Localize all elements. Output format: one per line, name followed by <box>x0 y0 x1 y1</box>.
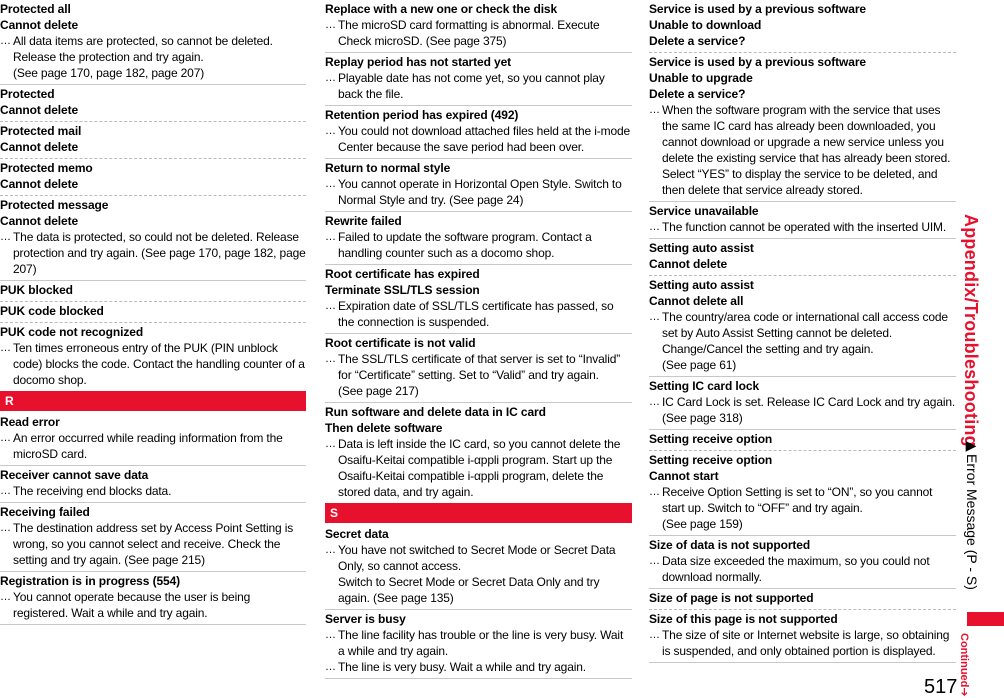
message-entry <box>649 0 956 53</box>
error-message-title: Setting auto assist Cannot delete <box>649 241 754 271</box>
error-message-title: Setting auto assist Cannot delete all <box>649 278 754 308</box>
message-entry <box>649 377 956 430</box>
error-message-description: … Failed to update the software program. Contact a handling counter such as a docomo shop. <box>325 229 632 261</box>
error-message-description: … IC Card Lock is set. Release IC Card Lock and try again. (See page 318) <box>649 394 956 426</box>
error-message-description: … You could not download attached files held at the i-mode Center because the save period had been over. <box>325 123 632 155</box>
error-message-description: … Data size exceeded the maximum, so you could not download normally. <box>649 553 956 585</box>
message-entry <box>0 413 306 466</box>
message-entry <box>649 610 956 663</box>
error-message-title: Setting IC card lock <box>649 379 760 393</box>
section-header-s: S <box>325 503 632 523</box>
message-entry <box>649 202 956 239</box>
error-message-description: … You have not switched to Secret Mode or Secret Data Only, so cannot access. Switch to Secret Mode or Secret Data Only and try again. (See page 135) <box>325 542 632 606</box>
error-message-description: … The data is protected, so could not be deleted. Release protection and try again. (See page 170, page 182, page 207) <box>0 229 306 277</box>
error-message-description: … Playable date has not come yet, so you cannot play back the file. <box>325 70 632 102</box>
message-entry <box>325 106 632 159</box>
message-entry <box>0 122 306 159</box>
error-message-title: Return to normal style <box>325 161 451 175</box>
error-message-title: Root certificate has expired Terminate SSL/TLS session <box>325 267 480 297</box>
error-message-description: … The country/area code or international call access code set by Auto Assist Setting cannot be deleted. Change/Cancel the setting and try again. (See page 61) <box>649 309 956 373</box>
error-message-title: Rewrite failed <box>325 214 402 228</box>
section-tab-marker <box>967 612 1004 626</box>
error-message-title: Protected message Cannot delete <box>0 198 109 228</box>
error-message-description: … The destination address set by Access Point Setting is wrong, so you cannot select and receive. Check the setting and try again. (See page 215) <box>0 520 306 568</box>
error-message-description: … The size of site or Internet website is large, so obtaining is suspended, and only obtained portion is displayed. <box>649 627 956 659</box>
error-message-title: Size of data is not supported <box>649 538 811 552</box>
error-message-title: Size of page is not supported <box>649 591 814 605</box>
error-message-description: … Ten times erroneous entry of the PUK (PIN unblock code) blocks the code. Contact the handling counter of a docomo shop. <box>0 340 306 388</box>
message-entry <box>0 281 306 302</box>
message-entry <box>325 525 632 610</box>
error-message-title: Size of this page is not supported <box>649 612 838 626</box>
section-header-r: R <box>0 391 306 411</box>
right-column <box>649 0 956 663</box>
error-message-title: Read error <box>0 415 60 429</box>
error-message-title: Service is used by a previous software Unable to download Delete a service? <box>649 2 866 48</box>
error-message-description: … The line facility has trouble or the line is very busy. Wait a while and try again. <box>325 627 632 659</box>
error-message-description: … All data items are protected, so cannot be deleted. Release the protection and try again. (See page 170, page 182, page 207) <box>0 33 306 81</box>
error-message-title: PUK blocked <box>0 283 73 297</box>
error-message-title: Service unavailable <box>649 204 759 218</box>
message-entry <box>0 196 306 281</box>
error-message-description: … An error occurred while reading information from the microSD card. <box>0 430 306 462</box>
error-message-description: … You cannot operate because the user is being registered. Wait a while and try again. <box>0 589 306 621</box>
error-message-title: Retention period has expired (492) <box>325 108 519 122</box>
page-number: 517 <box>924 676 958 698</box>
message-entry <box>0 572 306 625</box>
error-message-description: … The function cannot be operated with the inserted UIM. <box>649 219 956 235</box>
message-entry <box>325 212 632 265</box>
error-message-description: … Expiration date of SSL/TLS certificate has passed, so the connection is suspended. <box>325 298 632 330</box>
error-message-title: Run software and delete data in IC card Then delete software <box>325 405 546 435</box>
error-message-title: Replace with a new one or check the disk <box>325 2 558 16</box>
error-message-title: Replay period has not started yet <box>325 55 512 69</box>
message-entry <box>649 276 956 377</box>
message-entry <box>649 589 956 610</box>
middle-column <box>325 0 632 679</box>
error-message-title: Service is used by a previous software Unable to upgrade Delete a service? <box>649 55 866 101</box>
error-message-description: … The receiving end blocks data. <box>0 483 306 499</box>
message-entry <box>649 430 956 451</box>
error-message-title: Protected Cannot delete <box>0 87 79 117</box>
error-message-description: … The microSD card formatting is abnormal. Execute Check microSD. (See page 375) <box>325 17 632 49</box>
error-message-title: PUK code blocked <box>0 304 104 318</box>
section-title: Appendix/Troubleshooting <box>961 214 981 447</box>
message-entry <box>649 239 956 276</box>
message-entry <box>325 53 632 106</box>
error-message-description: … Data is left inside the IC card, so you cannot delete the Osaifu-Keitai compatible i-αppli program. Start up the Osaifu-Keitai compatible i-αppli program, delete the stored data, and try again. <box>325 436 632 500</box>
error-message-title: Server is busy <box>325 612 406 626</box>
error-message-title: Setting receive option <box>649 432 773 446</box>
message-entry <box>0 466 306 503</box>
error-message-title: Protected all Cannot delete <box>0 2 79 32</box>
message-entry <box>649 53 956 202</box>
message-entry <box>0 159 306 196</box>
error-message-title: Registration is in progress (554) <box>0 574 181 588</box>
message-entry <box>325 159 632 212</box>
message-entry <box>0 85 306 122</box>
message-entry <box>649 451 956 536</box>
message-entry <box>325 403 632 503</box>
message-entry <box>0 0 306 85</box>
message-entry <box>325 610 632 679</box>
error-message-title: Receiving failed <box>0 505 90 519</box>
error-message-title: Secret data <box>325 527 389 541</box>
error-message-title: Protected memo Cannot delete <box>0 161 93 191</box>
message-entry <box>325 0 632 53</box>
message-entry <box>325 265 632 334</box>
error-message-title: Root certificate is not valid <box>325 336 476 350</box>
error-message-description: … You cannot operate in Horizontal Open Style. Switch to Normal Style and try. (See page 24) <box>325 176 632 208</box>
message-entry <box>325 334 632 403</box>
message-entry <box>0 302 306 323</box>
error-message-description: … The line is very busy. Wait a while and try again. <box>325 659 632 675</box>
continued-label: Continued➔ <box>958 633 970 697</box>
error-message-description: … The SSL/TLS certificate of that server is set to “Invalid” for “Certificate” setting. Set to “Valid” and try again. (See page 217) <box>325 351 632 399</box>
error-message-title: Setting receive option Cannot start <box>649 453 773 483</box>
error-message-title: PUK code not recognized <box>0 325 144 339</box>
error-message-title: Protected mail Cannot delete <box>0 124 82 154</box>
section-subtitle: ▶Error Message (P - S) <box>964 438 980 590</box>
left-column <box>0 0 306 625</box>
message-entry <box>0 323 306 391</box>
error-message-description: … When the software program with the service that uses the same IC card has already been downloaded, you cannot download or upgrade a new service unless you delete the existing service that has already been stored. Select “YES” to display the service to be deleted, and then delete that service already stored. <box>649 102 956 198</box>
error-message-description: … Receive Option Setting is set to “ON”, so you cannot start up. Switch to “OFF” and try again. (See page 159) <box>649 484 956 532</box>
message-entry <box>649 536 956 589</box>
message-entry <box>0 503 306 572</box>
error-message-title: Receiver cannot save data <box>0 468 149 482</box>
